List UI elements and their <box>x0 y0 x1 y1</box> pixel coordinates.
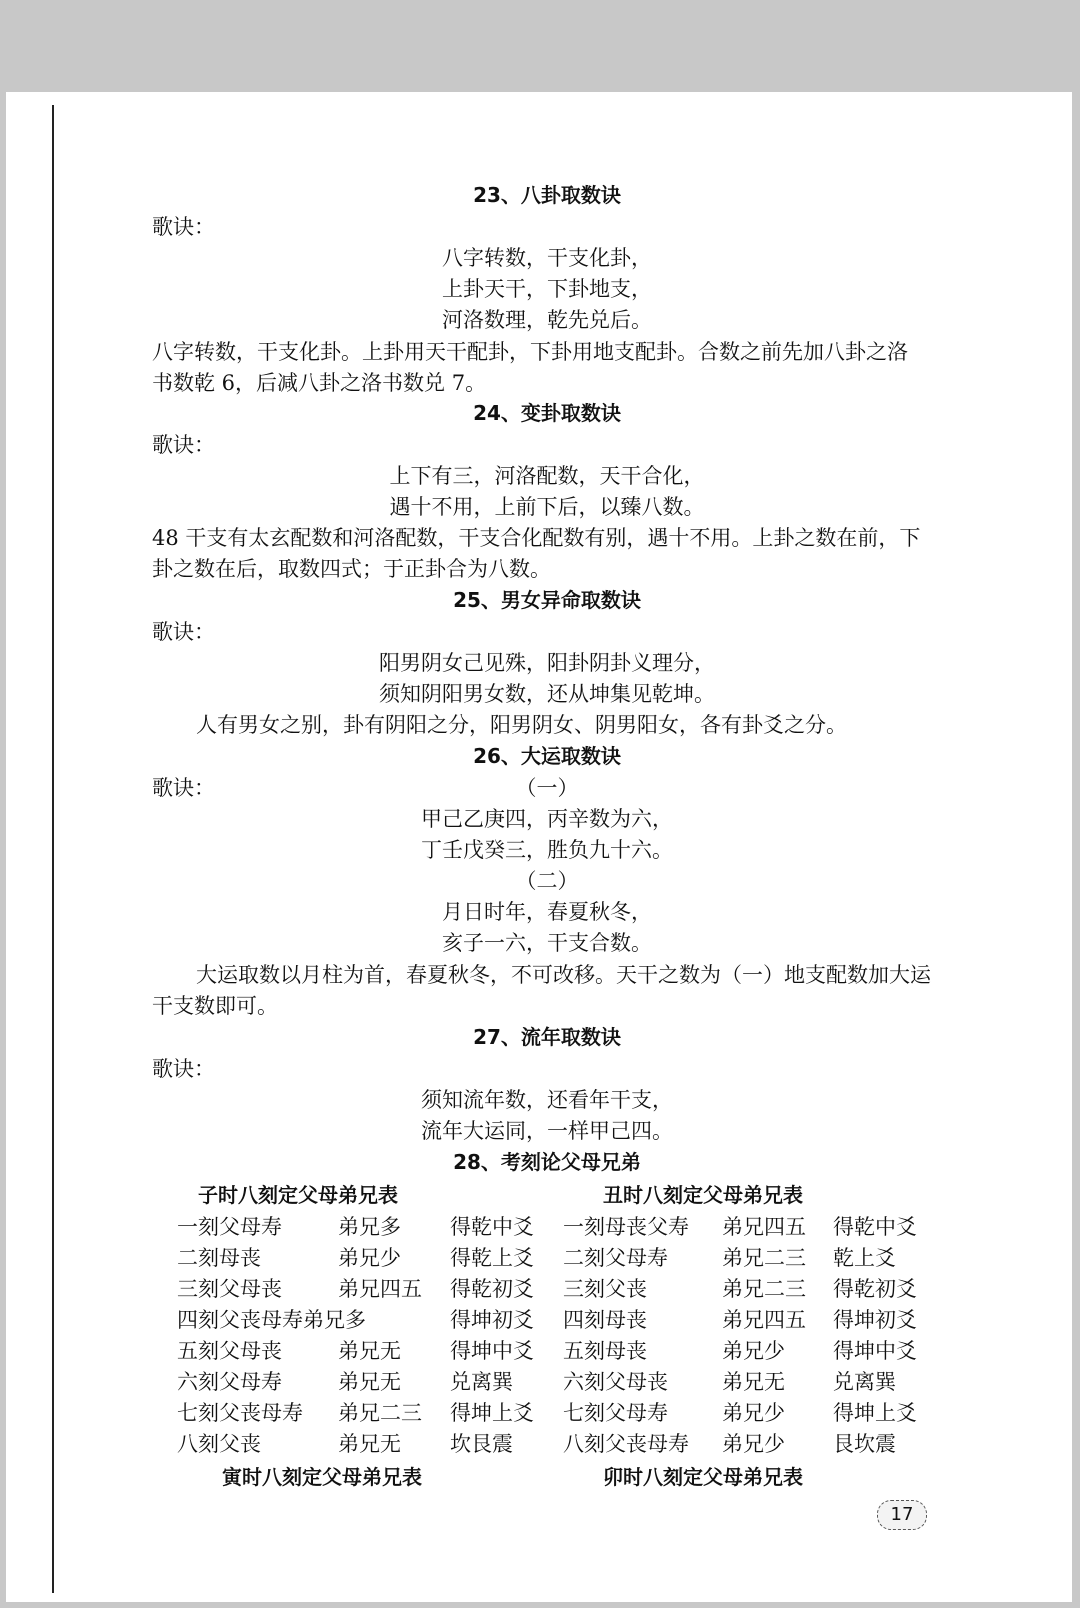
table-cell: 弟兄四五 <box>722 1215 806 1239</box>
table-cell: 弟兄无 <box>338 1432 401 1456</box>
paragraph-line: 八字转数，干支化卦。上卦用天干配卦，下卦用地支配卦。合数之前先加八卦之洛 <box>152 340 908 364</box>
section-27-heading: 27、流年取数诀 <box>473 1025 621 1049</box>
verse-line: 上下有三，河洛配数，天干合化， <box>389 464 705 488</box>
table-title-zi: 子时八刻定父母弟兄表 <box>198 1183 398 1207</box>
table-cell: 坎艮震 <box>450 1432 513 1456</box>
section-26-heading: 26、大运取数诀 <box>473 744 621 768</box>
table-cell: 弟兄少 <box>722 1432 785 1456</box>
verse-line: 上卦天干，下卦地支， <box>442 277 652 301</box>
table-cell: 弟兄多 <box>338 1215 401 1239</box>
table-cell: 兑离巽 <box>833 1370 896 1394</box>
paragraph-line: 干支数即可。 <box>152 994 278 1018</box>
table-title-yin: 寅时八刻定父母弟兄表 <box>222 1465 422 1489</box>
table-cell: 兑离巽 <box>450 1370 513 1394</box>
table-cell: 得乾中爻 <box>833 1215 917 1239</box>
table-cell: 弟兄少 <box>722 1401 785 1425</box>
table-cell: 弟兄无 <box>722 1370 785 1394</box>
table-cell: 得乾初爻 <box>833 1277 917 1301</box>
table-cell: 得乾上爻 <box>450 1246 534 1270</box>
table-cell: 七刻父母寿 <box>563 1401 668 1425</box>
table-cell: 弟兄无 <box>338 1339 401 1363</box>
table-cell: 三刻父丧 <box>563 1277 647 1301</box>
paragraph-line: 48 干支有太玄配数和河洛配数，干支合化配数有别，遇十不用。上卦之数在前，下 <box>152 526 921 550</box>
verse-label: 歌诀： <box>152 433 215 457</box>
table-cell: 四刻母丧 <box>563 1308 647 1332</box>
table-cell: 二刻父母寿 <box>563 1246 668 1270</box>
table-cell: 四刻父丧母寿弟兄多 <box>177 1308 366 1332</box>
verse-label: 歌诀： <box>152 215 215 239</box>
section-24-heading: 24、变卦取数诀 <box>473 401 621 425</box>
verse-line: 河洛数理，乾先兑后。 <box>442 308 652 332</box>
verse-line: 须知阴阳男女数，还从坤集见乾坤。 <box>379 682 715 706</box>
table-title-mao: 卯时八刻定父母弟兄表 <box>603 1465 803 1489</box>
table-cell: 八刻父丧 <box>177 1432 261 1456</box>
section-25-heading: 25、男女异命取数诀 <box>453 588 641 612</box>
verse-label: 歌诀： <box>152 776 215 800</box>
verse-label: 歌诀： <box>152 620 215 644</box>
verse-line: 亥子一六，干支合数。 <box>442 931 652 955</box>
verse-line: 流年大运同，一样甲己四。 <box>421 1119 673 1143</box>
table-cell: 弟兄少 <box>338 1246 401 1270</box>
table-cell: 七刻父丧母寿 <box>177 1401 303 1425</box>
table-cell: 得坤上爻 <box>833 1401 917 1425</box>
table-cell: 得坤上爻 <box>450 1401 534 1425</box>
table-cell: 六刻父母寿 <box>177 1370 282 1394</box>
table-cell: 三刻父母丧 <box>177 1277 282 1301</box>
table-cell: 得坤初爻 <box>833 1308 917 1332</box>
verse-line: 甲己乙庚四，丙辛数为六， <box>421 807 673 831</box>
verse-line: 遇十不用，上前下后，以臻八数。 <box>389 495 705 519</box>
verse-line: 八字转数，干支化卦， <box>442 246 652 270</box>
table-cell: 艮坎震 <box>833 1432 896 1456</box>
page-number: 17 <box>877 1500 927 1530</box>
verse-line: 须知流年数，还看年干支， <box>421 1088 673 1112</box>
section-23-heading: 23、八卦取数诀 <box>473 183 621 207</box>
table-cell: 弟兄二三 <box>338 1401 422 1425</box>
table-cell: 得坤初爻 <box>450 1308 534 1332</box>
binding-line <box>52 105 54 1593</box>
table-cell: 二刻母丧 <box>177 1246 261 1270</box>
verse-subheading: （二） <box>515 869 579 893</box>
table-cell: 弟兄少 <box>722 1339 785 1363</box>
table-cell: 得坤中爻 <box>833 1339 917 1363</box>
table-cell: 一刻母丧父寿 <box>563 1215 689 1239</box>
paragraph-line: 人有男女之别，卦有阴阳之分，阳男阴女、阴男阳女，各有卦爻之分。 <box>196 713 847 737</box>
table-cell: 弟兄二三 <box>722 1277 806 1301</box>
section-28-heading: 28、考刻论父母兄弟 <box>453 1150 641 1174</box>
table-cell: 六刻父母丧 <box>563 1370 668 1394</box>
table-cell: 弟兄无 <box>338 1370 401 1394</box>
table-cell: 弟兄四五 <box>338 1277 422 1301</box>
verse-label: 歌诀： <box>152 1057 215 1081</box>
table-title-chou: 丑时八刻定父母弟兄表 <box>603 1183 803 1207</box>
table-cell: 一刻父母寿 <box>177 1215 282 1239</box>
table-cell: 乾上爻 <box>833 1246 896 1270</box>
paragraph-line: 大运取数以月柱为首，春夏秋冬，不可改移。天干之数为（一）地支配数加大运 <box>196 963 931 987</box>
verse-line: 丁壬戊癸三，胜负九十六。 <box>421 838 673 862</box>
verse-subheading: （一） <box>515 776 579 800</box>
table-cell: 得乾初爻 <box>450 1277 534 1301</box>
table-cell: 五刻母丧 <box>563 1339 647 1363</box>
paragraph-line: 书数乾 6，后减八卦之洛书数兑 7。 <box>152 371 487 395</box>
table-cell: 得乾中爻 <box>450 1215 534 1239</box>
paragraph-line: 卦之数在后，取数四式；于正卦合为八数。 <box>152 557 551 581</box>
table-cell: 弟兄四五 <box>722 1308 806 1332</box>
verse-line: 阳男阴女己见殊，阳卦阴卦义理分， <box>379 651 715 675</box>
table-cell: 弟兄二三 <box>722 1246 806 1270</box>
verse-line: 月日时年，春夏秋冬， <box>442 900 652 924</box>
table-cell: 八刻父丧母寿 <box>563 1432 689 1456</box>
table-cell: 得坤中爻 <box>450 1339 534 1363</box>
table-cell: 五刻父母丧 <box>177 1339 282 1363</box>
